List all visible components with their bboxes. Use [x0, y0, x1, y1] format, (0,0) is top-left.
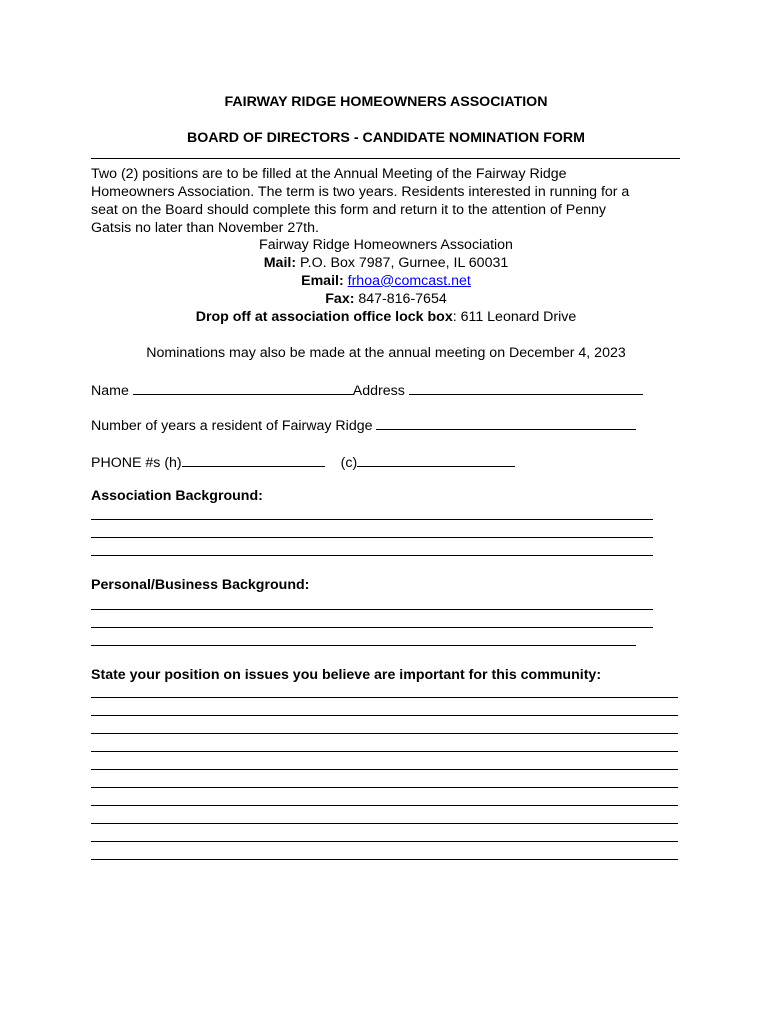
- association-background-heading: Association Background:: [91, 488, 263, 504]
- phone-home-label: PHONE #s (h): [91, 455, 182, 471]
- dropoff-label: Drop off at association office lock box: [195, 309, 453, 325]
- personal-background-heading: Personal/Business Background:: [91, 577, 310, 593]
- address-label: Address: [352, 383, 409, 399]
- contact-dropoff: [91, 308, 681, 326]
- intro-line: seat on the Board should complete this form and return it to the attention of Penny: [91, 202, 607, 218]
- answer-line[interactable]: [91, 769, 678, 770]
- dropoff-value: : 611 Leonard Drive: [452, 309, 577, 325]
- email-link[interactable]: frhoa@comcast.net: [347, 273, 471, 289]
- answer-line[interactable]: [91, 555, 653, 556]
- fax-value: 847-816-7654: [354, 291, 447, 307]
- name-field[interactable]: [133, 380, 353, 395]
- answer-line[interactable]: [91, 609, 653, 610]
- email-label: Email:: [301, 273, 344, 289]
- contact-block: [91, 236, 681, 326]
- mail-label: Mail:: [263, 255, 297, 271]
- answer-line[interactable]: [91, 805, 678, 806]
- answer-line[interactable]: [91, 697, 678, 698]
- answer-line[interactable]: [91, 645, 636, 646]
- contact-fax: [91, 290, 681, 308]
- answer-line[interactable]: [91, 733, 678, 734]
- phone-row: [91, 452, 515, 472]
- fax-label: Fax:: [325, 291, 355, 307]
- answer-line[interactable]: [91, 537, 653, 538]
- intro-paragraph: [91, 165, 681, 237]
- intro-line: Gatsis no later than November 27th.: [91, 220, 319, 236]
- answer-line[interactable]: [91, 841, 678, 842]
- header-rule: [91, 158, 680, 159]
- nominations-note: Nominations may also be made at the annual meeting on December 4, 2023: [146, 345, 626, 361]
- answer-line[interactable]: [91, 751, 678, 752]
- years-row: [91, 415, 636, 435]
- phone-cell-label: (c): [340, 455, 358, 471]
- phone-home-field[interactable]: [182, 452, 325, 467]
- mail-value: P.O. Box 7987, Gurnee, IL 60031: [296, 255, 509, 271]
- phone-cell-field[interactable]: [357, 452, 515, 467]
- contact-org-name: Fairway Ridge Homeowners Association: [259, 237, 513, 253]
- form-title: BOARD OF DIRECTORS - CANDIDATE NOMINATION FORM: [186, 130, 586, 146]
- intro-line: Two (2) positions are to be filled at the Annual Meeting of the Fairway Ridge: [91, 166, 567, 182]
- organization-title: FAIRWAY RIDGE HOMEOWNERS ASSOCIATION: [224, 94, 548, 110]
- answer-line[interactable]: [91, 859, 678, 860]
- contact-email: [91, 272, 681, 290]
- name-label: Name: [91, 383, 133, 399]
- answer-line[interactable]: [91, 519, 653, 520]
- years-label: Number of years a resident of Fairway Ridge: [91, 418, 377, 434]
- address-field[interactable]: [409, 380, 643, 395]
- answer-line[interactable]: [91, 823, 678, 824]
- answer-line[interactable]: [91, 715, 678, 716]
- contact-mail: [91, 254, 681, 272]
- position-statement-heading: State your position on issues you believe are important for this community:: [91, 667, 602, 683]
- name-address-row: [91, 380, 643, 400]
- answer-line[interactable]: [91, 627, 653, 628]
- answer-line[interactable]: [91, 787, 678, 788]
- years-field[interactable]: [376, 415, 636, 430]
- intro-line: Homeowners Association. The term is two years. Residents interested in running for a: [91, 184, 630, 200]
